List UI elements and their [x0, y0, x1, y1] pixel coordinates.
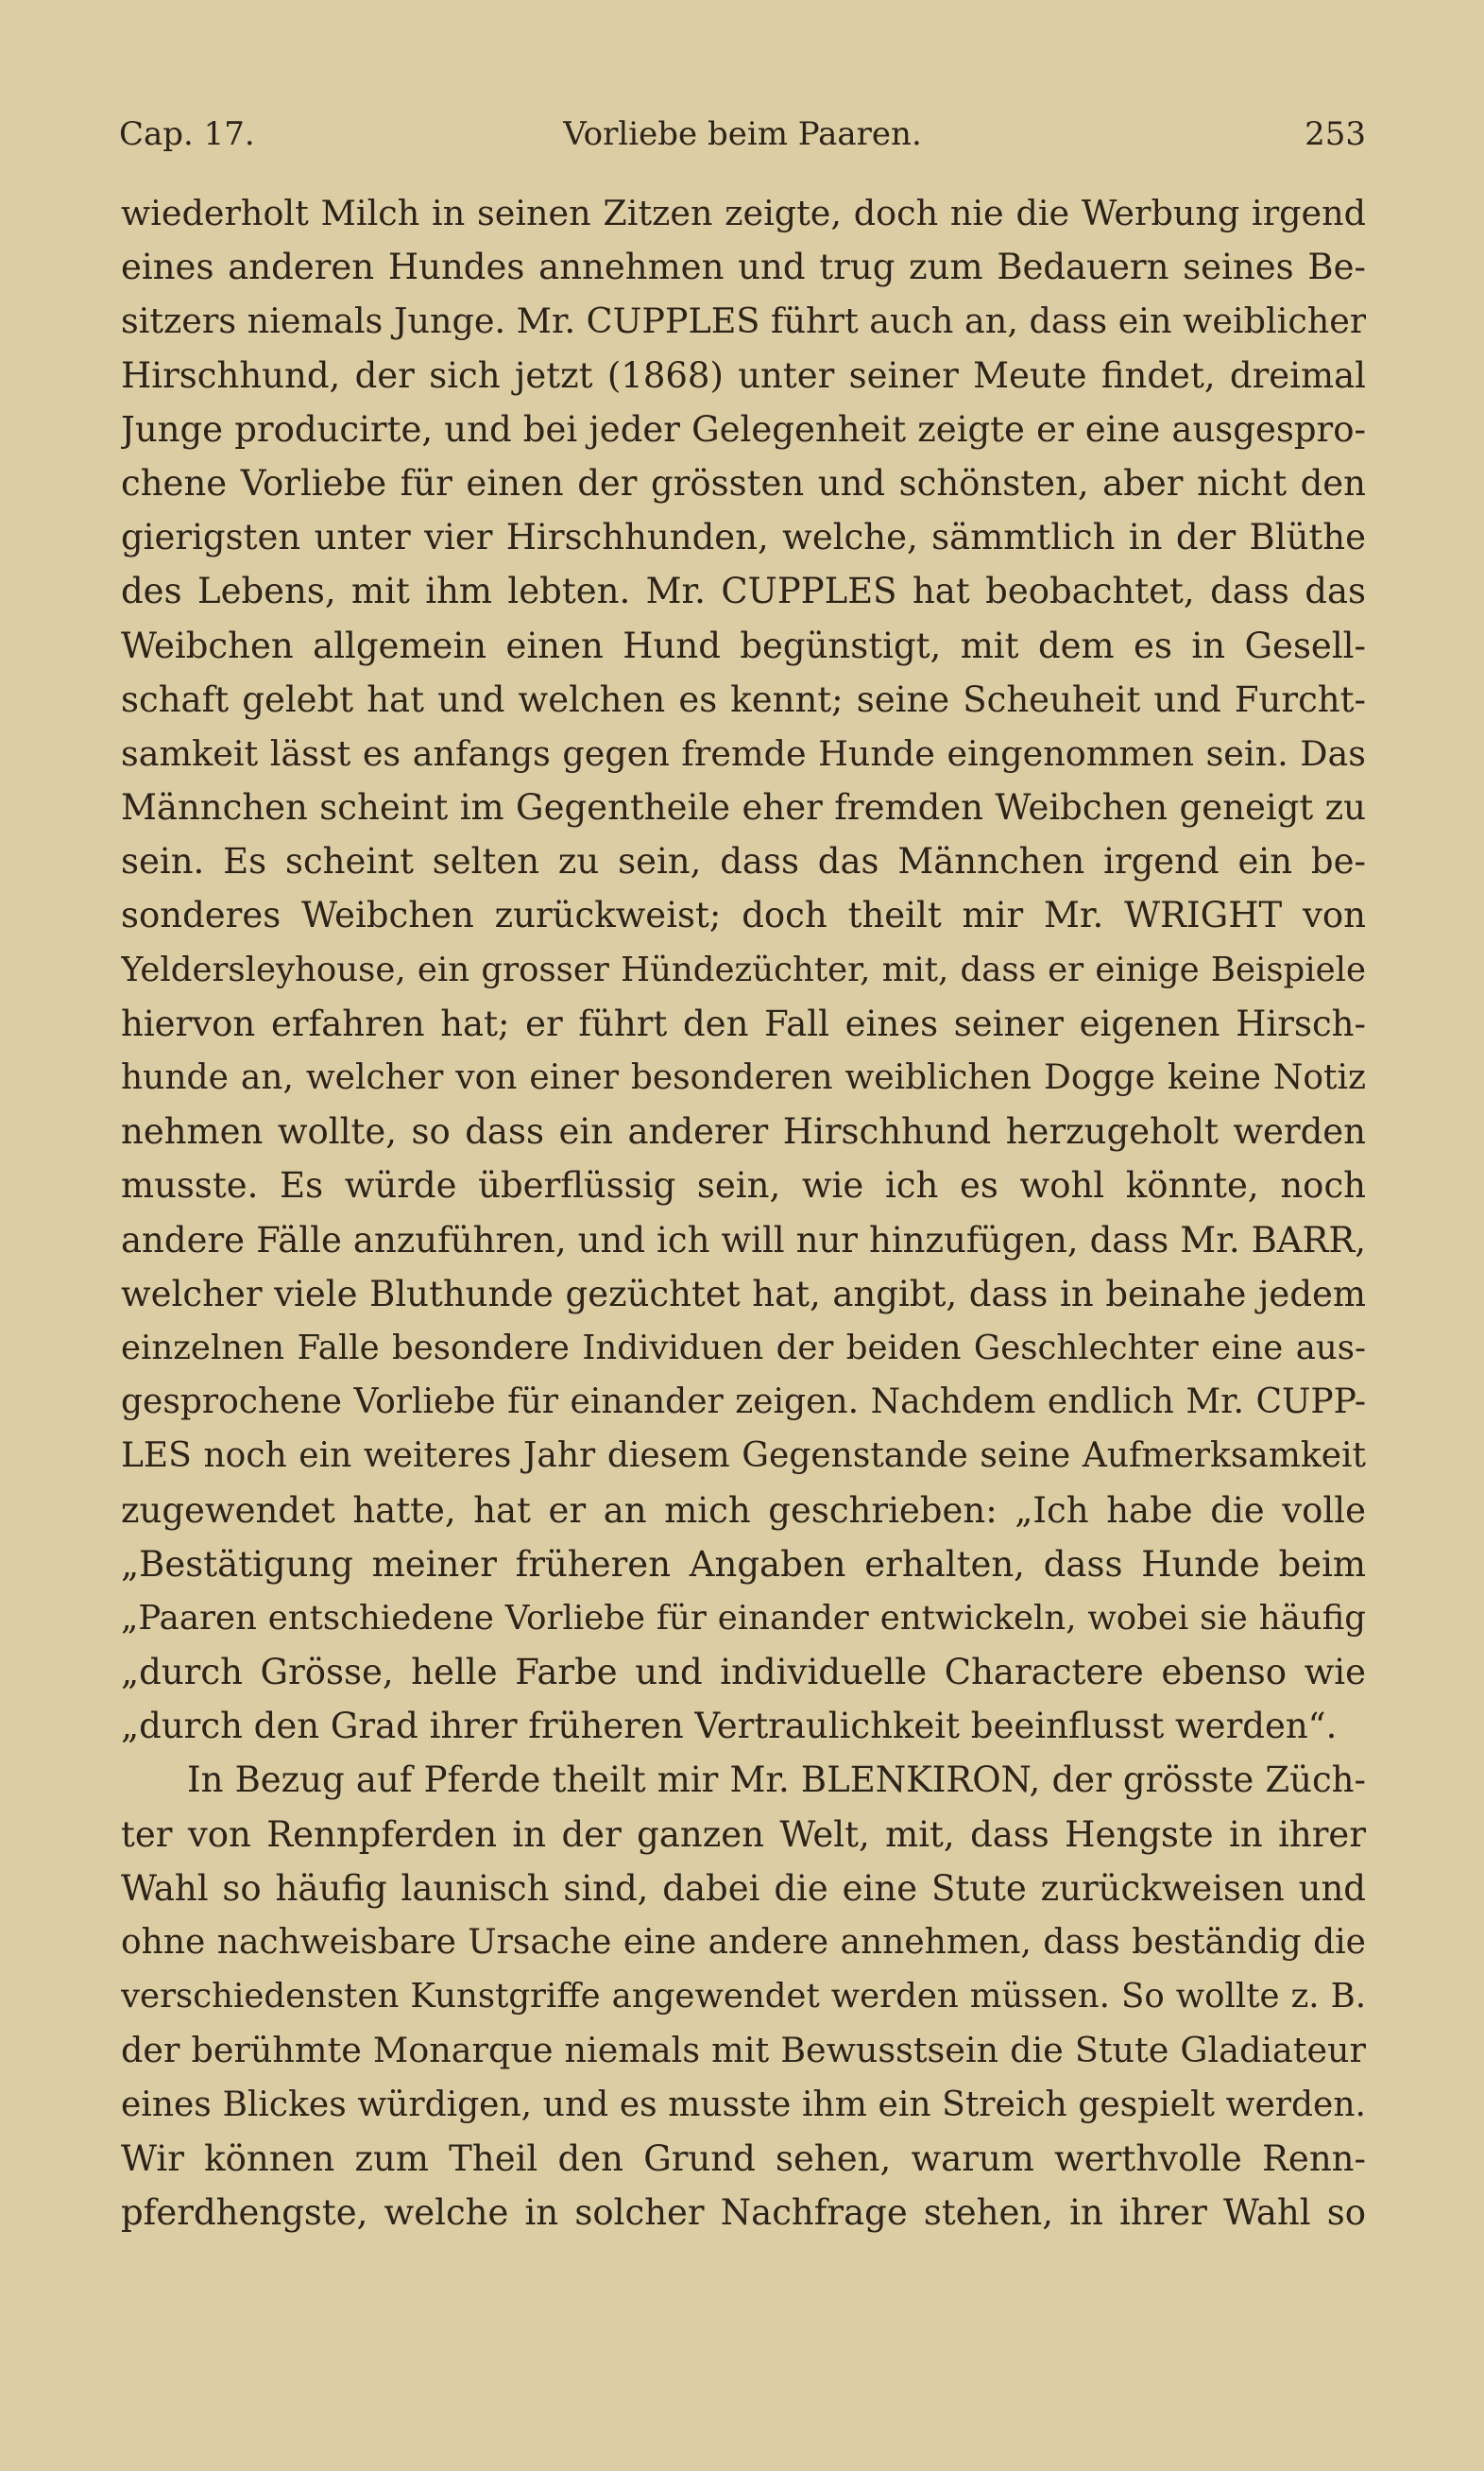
- text-line: welcher viele Bluthunde gezüchtet hat, angibt, dass in beinahe jedem: [121, 1273, 1366, 1314]
- text-line: pferdhengste, welche in solcher Nachfrage stehen, in ihrer Wahl so: [121, 2191, 1366, 2233]
- text-line: musste. Es würde überflüssig sein, wie ich es wohl könnte, noch: [121, 1165, 1366, 1207]
- text-line: „durch den Grad ihrer früheren Vertraulichkeit beeinflusst werden“.: [121, 1706, 1338, 1747]
- body-text: [121, 186, 1366, 2239]
- paragraph-start-line: In Bezug auf Pferde theilt mir Mr. BLENKIRON, der grösste Züch-: [187, 1759, 1366, 1801]
- text-line: eines Blickes würdigen, und es musste ihm ein Streich gespielt werden.: [121, 2085, 1366, 2124]
- text-line: Yeldersleyhouse, ein grosser Hündezüchter, mit, dass er einige Beispiele: [121, 950, 1366, 989]
- running-header: [119, 106, 1366, 163]
- text-line: ohne nachweisbare Ursache eine andere annehmen, dass beständig die: [121, 1923, 1366, 1962]
- text-line: Weibchen allgemein einen Hund begünstigt, mit dem es in Gesell-: [121, 625, 1366, 666]
- text-line: Junge producirte, und bei jeder Gelegenheit zeigte er eine ausgespro-: [121, 408, 1366, 450]
- text-line: Hirschhund, der sich jetzt (1868) unter seiner Meute findet, dreimal: [121, 354, 1366, 396]
- text-line: verschiedensten Kunstgriffe angewendet werden müssen. So wollte z. B.: [121, 1977, 1366, 2016]
- text-line: „Bestätigung meiner früheren Angaben erhalten, dass Hunde beim: [121, 1543, 1366, 1585]
- text-line: sonderes Weibchen zurückweist; doch theilt mir Mr. WRIGHT von: [121, 895, 1366, 936]
- text-line: einzelnen Falle besondere Individuen der beiden Geschlechter eine aus-: [121, 1328, 1366, 1367]
- text-line: andere Fälle anzuführen, und ich will nur hinzufügen, dass Mr. BARR,: [121, 1219, 1366, 1261]
- text-line: wiederholt Milch in seinen Zitzen zeigte, doch nie die Werbung irgend: [121, 193, 1366, 233]
- text-line: ter von Rennpferden in der ganzen Welt, mit, dass Hengste in ihrer: [121, 1813, 1366, 1855]
- text-line: „Paaren entschiedene Vorliebe für einander entwickeln, wobei sie häufig: [121, 1598, 1366, 1638]
- text-line: des Lebens, mit ihm lebten. Mr. CUPPLES hat beobachtet, dass das: [121, 571, 1366, 612]
- text-line: Männchen scheint im Gegentheile eher fremden Weibchen geneigt zu: [121, 787, 1366, 829]
- text-line: chene Vorliebe für einen der grössten und schönsten, aber nicht den: [121, 462, 1366, 504]
- text-line: sitzers niemals Junge. Mr. CUPPLES führt auch an, dass ein weiblicher: [121, 300, 1366, 342]
- text-line: gierigsten unter vier Hirschhunden, welche, sämmtlich in der Blüthe: [121, 517, 1366, 558]
- text-line: samkeit lässt es anfangs gegen fremde Hunde eingenommen sein. Das: [121, 732, 1366, 774]
- text-line: der berühmte Monarque niemals mit Bewusstsein die Stute Gladiateur: [121, 2030, 1366, 2071]
- text-line: LES noch ein weiteres Jahr diesem Gegenstande seine Aufmerksamkeit: [121, 1436, 1366, 1476]
- text-line: zugewendet hatte, hat er an mich geschrieben: „Ich habe die volle: [121, 1489, 1366, 1531]
- text-line: „durch Grösse, helle Farbe und individuelle Charactere ebenso wie: [121, 1652, 1366, 1693]
- page-number: 253: [1305, 115, 1366, 153]
- text-line: sein. Es scheint selten zu sein, dass das Männchen irgend ein be-: [121, 841, 1366, 883]
- text-line: nehmen wollte, so dass ein anderer Hirschhund herzugeholt werden: [121, 1111, 1366, 1153]
- text-line: Wahl so häufig launisch sind, dabei die eine Stute zurückweisen und: [121, 1867, 1366, 1909]
- chapter-label: Cap. 17.: [119, 115, 255, 153]
- text-line: eines anderen Hundes annehmen und trug zum Bedauern seines Be-: [121, 247, 1366, 288]
- text-line: Wir können zum Theil den Grund sehen, warum werthvolle Renn-: [121, 2137, 1366, 2179]
- text-line: schaft gelebt hat und welchen es kennt; seine Scheuheit und Furcht-: [121, 678, 1366, 720]
- text-line: hiervon erfahren hat; er führt den Fall eines seiner eigenen Hirsch-: [121, 1003, 1366, 1044]
- text-line: hunde an, welcher von einer besonderen weiblichen Dogge keine Notiz: [121, 1058, 1366, 1097]
- running-title: Vorliebe beim Paaren.: [563, 115, 922, 153]
- text-line: gesprochene Vorliebe für einander zeigen. Nachdem endlich Mr. CUPP-: [121, 1382, 1366, 1422]
